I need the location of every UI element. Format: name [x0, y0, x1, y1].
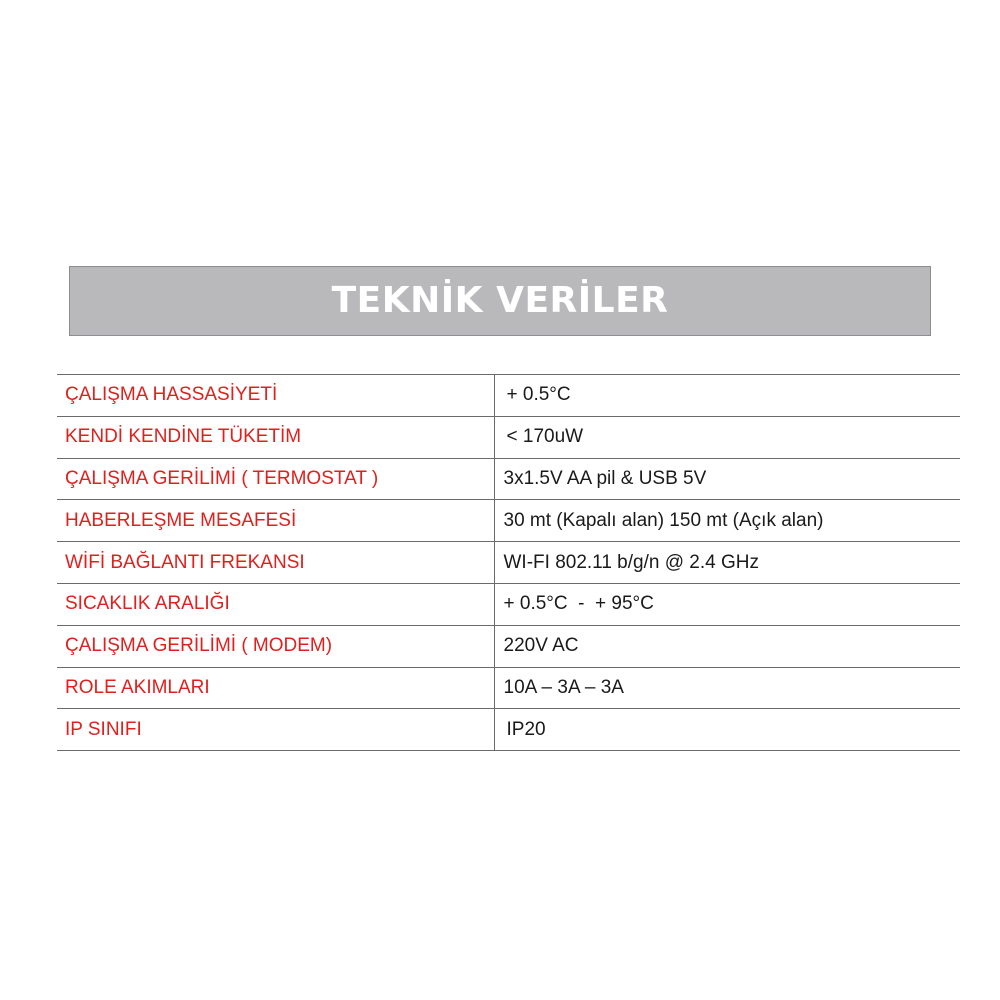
spec-label: IP SINIFI [57, 709, 494, 751]
spec-value: 10A – 3A – 3A [494, 667, 960, 709]
table-row [57, 583, 960, 625]
spec-label: ÇALIŞMA GERİLİMİ ( MODEM) [57, 625, 494, 667]
spec-label: SICAKLIK ARALIĞI [57, 583, 494, 625]
spec-label: ÇALIŞMA HASSASİYETİ [57, 375, 494, 417]
table-row [57, 375, 960, 417]
spec-value: + 0.5°C - + 95°C [494, 583, 960, 625]
spec-value: < 170uW [494, 416, 960, 458]
spec-label: WİFİ BAĞLANTI FREKANSI [57, 542, 494, 584]
spec-label: KENDİ KENDİNE TÜKETİM [57, 416, 494, 458]
spec-value: WI-FI 802.11 b/g/n @ 2.4 GHz [494, 542, 960, 584]
table-row [57, 458, 960, 500]
spec-label: ÇALIŞMA GERİLİMİ ( TERMOSTAT ) [57, 458, 494, 500]
spec-label: ROLE AKIMLARI [57, 667, 494, 709]
spec-value: 3x1.5V AA pil & USB 5V [494, 458, 960, 500]
spec-value: + 0.5°C [494, 375, 960, 417]
table-row [57, 542, 960, 584]
spec-value: 30 mt (Kapalı alan) 150 mt (Açık alan) [494, 500, 960, 542]
spec-table [57, 374, 960, 751]
spec-label: HABERLEŞME MESAFESİ [57, 500, 494, 542]
spec-value: IP20 [494, 709, 960, 751]
table-row [57, 500, 960, 542]
spec-value: 220V AC [494, 625, 960, 667]
table-row [57, 416, 960, 458]
table-row [57, 709, 960, 751]
table-row [57, 667, 960, 709]
title-banner [69, 266, 931, 336]
page-title: TEKNİK VERİLER [331, 280, 669, 321]
table-row [57, 625, 960, 667]
